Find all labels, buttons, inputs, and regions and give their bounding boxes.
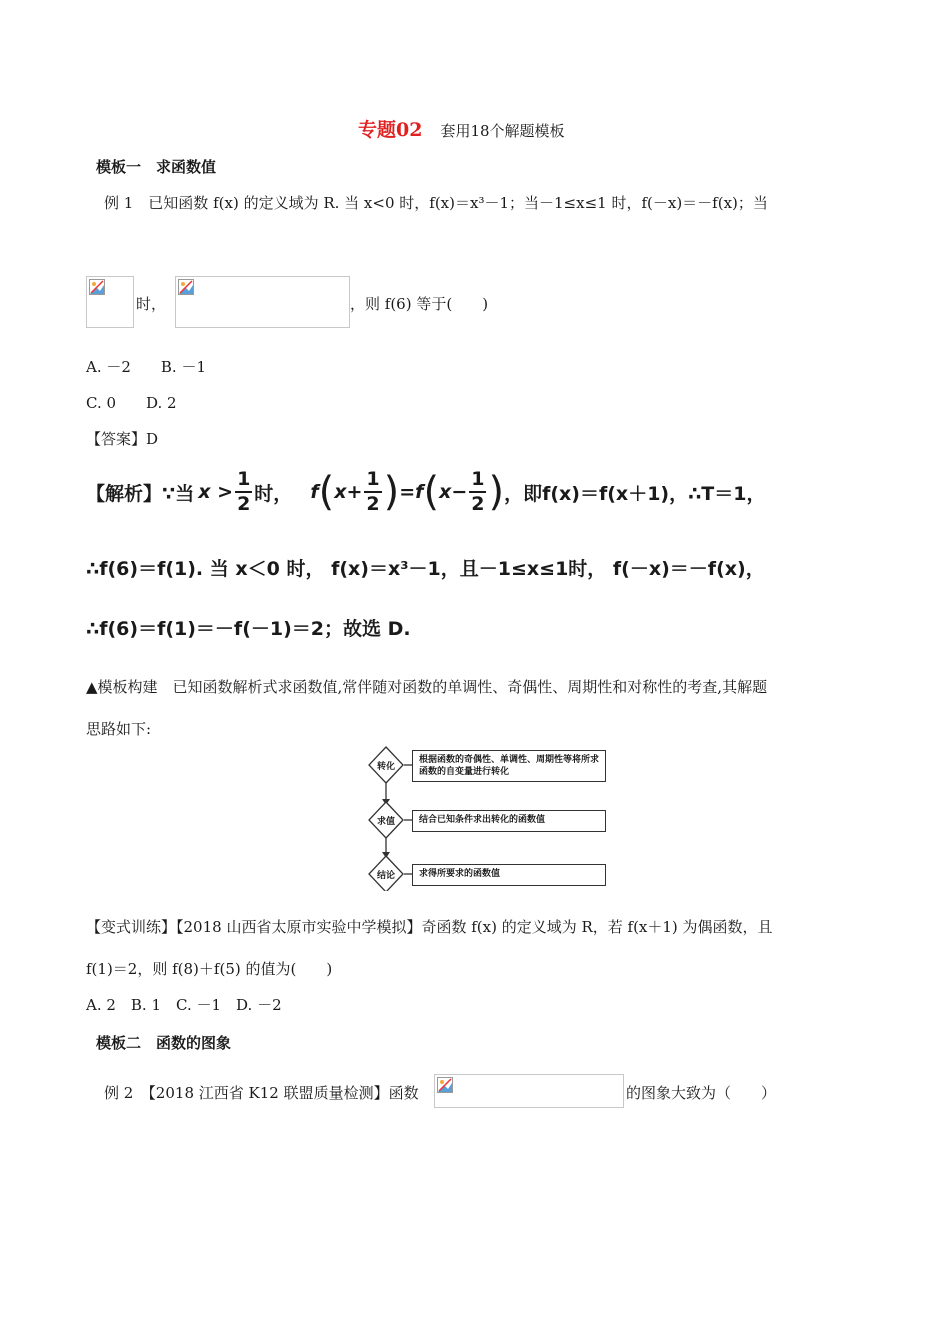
broken-image-3 <box>434 1074 624 1108</box>
example2-a: 例 2 【2018 江西省 K12 联盟质量检测】函数 <box>104 1084 419 1102</box>
analysis-line1-b: 时， <box>254 482 293 505</box>
analysis-line1-a: ∵当 <box>162 482 195 505</box>
analysis-line1: 【解析】 ∵当 x > $\frac{1}{2}$ 时， f ( x + $\frac{1}{2}$ ) = f ( x − $\frac{1}{2}$ ) ，即 f(x)＝f(x＋1)，∴T＝1， <box>86 468 766 515</box>
page-title <box>358 115 565 142</box>
practice-line1: 【变式训练】【2018 山西省太原市实验中学模拟】奇函数 f(x) 的定义域为 R，若 f(x＋1) 为偶函数，且 <box>86 918 773 936</box>
broken-image-icon <box>178 279 194 295</box>
broken-image-2 <box>175 276 350 328</box>
analysis-line1-c: ，即 <box>504 482 543 505</box>
analysis-line1-d: f(x)＝f(x＋1)，∴T＝1， <box>542 482 766 505</box>
flow-box-1: 根据函数的奇偶性、单调性、周期性等将所求 函数的自变量进行转化 <box>412 750 606 782</box>
flow-node-2: 求值 <box>376 817 395 827</box>
broken-image-icon <box>437 1077 453 1093</box>
broken-image-1 <box>86 276 134 328</box>
example1-line2-b: ，则 f(6) 等于( ) <box>350 295 489 313</box>
broken-image-icon <box>89 279 105 295</box>
options1-row2: C. 0 D. 2 <box>86 394 177 412</box>
options1-row1: A. －2 B. －1 <box>86 358 207 376</box>
analysis-line3: ∴f(6)＝f(1)＝－f(－1)＝2；故选 D. <box>86 618 411 640</box>
practice-line2: f(1)＝2，则 f(8)＋f(5) 的值为( ) <box>86 960 333 978</box>
flowchart <box>368 746 618 891</box>
analysis-line2: ∴f(6)＝f(1). 当 x＜0 时， f(x)＝x³－1，且－1≤x≤1时， f(－x)＝－f(x)， <box>86 558 765 580</box>
title-main: 专题02 <box>358 119 423 141</box>
template-build-line2: 思路如下: <box>86 720 152 738</box>
flow-node-3: 结论 <box>376 871 395 881</box>
answer: 【答案】D <box>86 430 159 448</box>
flow-box-2: 结合已知条件求出转化的函数值 <box>412 810 606 832</box>
section-heading-2: 模板二 函数的图象 <box>96 1034 232 1052</box>
template-build-line1: ▲模板构建 已知函数解析式求函数值,常伴随对函数的单调性、奇偶性、周期性和对称性的考查,其解题 <box>86 678 768 696</box>
example1-text: 例 1 已知函数 f(x) 的定义域为 R. 当 x<0 时，f(x)＝x³－1；当－1≤x≤1 时，f(－x)＝－f(x)；当 <box>104 194 768 212</box>
flow-node-1: 转化 <box>376 762 395 772</box>
practice-options: A. 2 B. 1 C. －1 D. －2 <box>86 996 282 1014</box>
title-sub: 套用18个解题模板 <box>440 122 565 140</box>
flow-box-3: 求得所要求的函数值 <box>412 864 606 886</box>
section-heading-1: 模板一 求函数值 <box>96 158 217 176</box>
example2-b: 的图象大致为（ ） <box>626 1084 777 1102</box>
analysis-label: 【解析】 <box>86 482 163 505</box>
example1-line2-a: 时， <box>136 295 167 313</box>
